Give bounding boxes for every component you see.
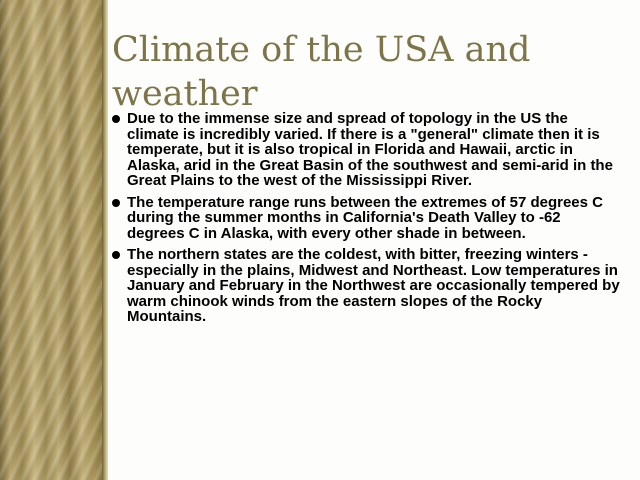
bullet-text: Due to the immense size and spread of topology in the US the climate is incredibly varied. If there is a "general" climate then it is temperate, but it is also tropical in Florida and Hawaii, arctic in Alaska, arid in the Great Basin of the southwest and semi-arid in the Great Plains to the west of the Mississippi River.	[127, 110, 613, 189]
gold-border-decoration	[0, 0, 102, 480]
bullet-list	[112, 111, 620, 331]
bullet-dot-icon	[112, 251, 120, 259]
bullet-text: The northern states are the coldest, with bitter, freezing winters - especially in the plains, Midwest and Northeast. Low temperatures in January and February in the Northwest are occasionally tempered by warm chinook winds from the eastern slopes of the Rocky Mountains.	[127, 246, 620, 325]
bullet-item-temperature-range	[112, 195, 620, 242]
gold-border-edge	[102, 0, 108, 480]
slide-title: Climate of the USA and weather	[112, 30, 531, 114]
bullet-item-northern-states	[112, 247, 620, 325]
bullet-text: The temperature range runs between the extremes of 57 degrees C during the summer months in California's Death Valley to -62 degrees C in Alaska, with every other shade in between.	[127, 193, 603, 242]
bullet-dot-icon	[112, 199, 120, 207]
bullet-item-climate-variety	[112, 111, 620, 189]
bullet-dot-icon	[112, 115, 120, 123]
